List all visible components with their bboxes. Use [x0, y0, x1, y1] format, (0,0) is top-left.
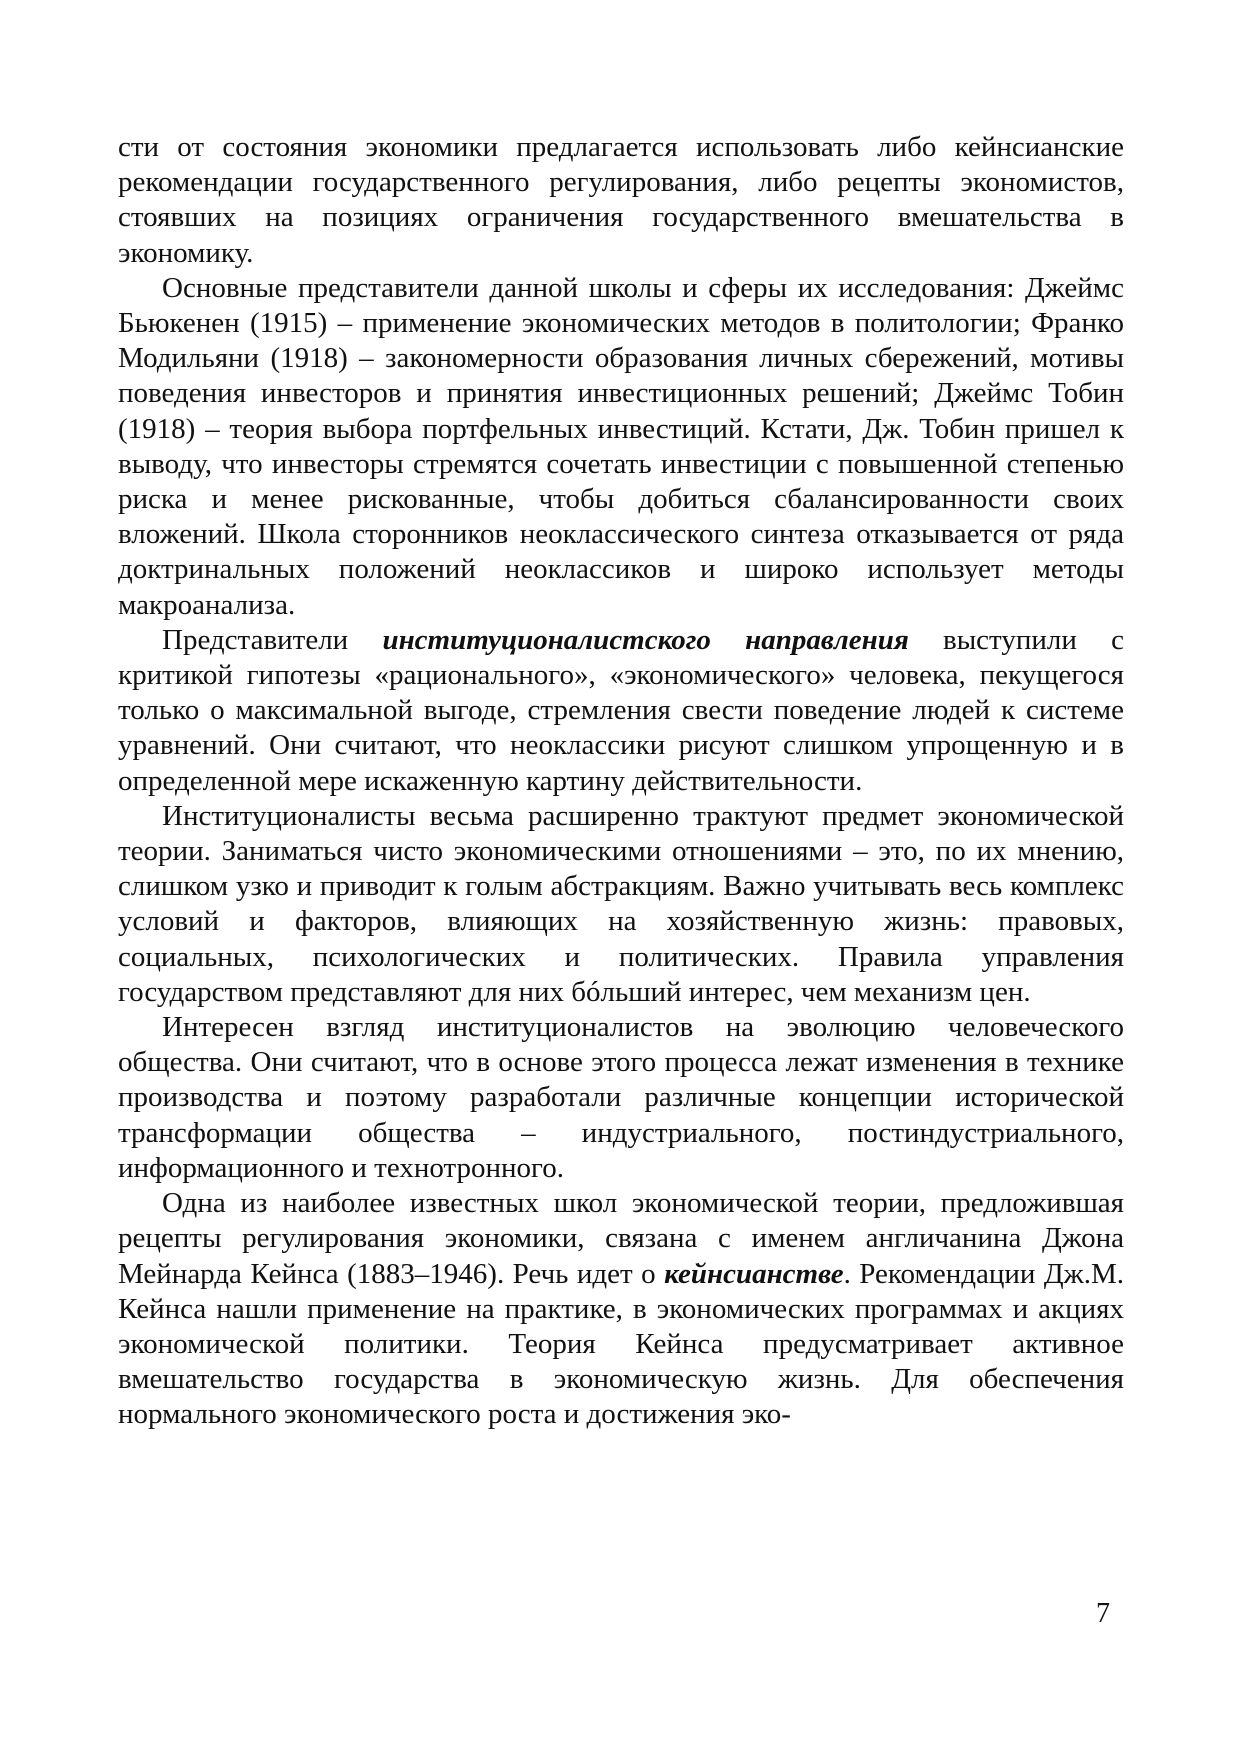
paragraph-3-rest: выступили с критикой гипотезы «рационального», «экономического» человека, пекущегося только о максимальной выгоде, стремления свести поведение людей к системе уравнений. Они считают, что неоклассики рисуют слишком упрощенную и в определенной мере искаженную картину действительности.	[118, 623, 1124, 797]
paragraph-3-lead: Представители	[162, 623, 383, 656]
paragraph-2: Основные представители данной школы и сферы их исследования: Джеймс Бьюкенен (1915) – применение экономических методов в политологии; Франко Модильяни (1918) – закономерности образования личных сбережений, мотивы поведения инвесторов и принятия инвестиционных решений; Джеймс Тобин (1918) – теория выбора портфельных инвестиций. Кстати, Дж. Тобин пришел к выводу, что инвесторы стремятся сочетать инвестиции с повышенной степенью риска и менее рискованные, чтобы добиться сбалансированности своих вложений. Школа сторонников неоклассического синтеза отказывается от ряда доктринальных положений неоклассиков и широко использует методы макроанализа.	[118, 271, 1124, 621]
page-number: 7	[1096, 1598, 1110, 1629]
paragraph-6-rest: . Рекомендации Дж.М. Кейнса нашли применение на практике, в экономических программах и акциях экономической политики. Теория Кейнса предусматривает активное вмешательство государства в экономическую жизнь. Для обеспечения нормального экономического роста и достижения эко-	[118, 1257, 1124, 1431]
paragraph-5: Интересен взгляд институционалистов на эволюцию человеческого общества. Они считают, что в основе этого процесса лежат изменения в технике производства и поэтому разработали различные концепции исторической трансформации общества – индустриального, постиндустриального, информационного и технотронного.	[118, 1011, 1124, 1184]
paragraph-3	[118, 623, 1124, 799]
paragraph-1: сти от состояния экономики предлагается использовать либо кейнсианские рекомендации государственного регулирования, либо рецепты экономистов, стоявших на позициях ограничения государственного вмешательства в экономику.	[118, 131, 1124, 269]
paragraph-6	[118, 1186, 1124, 1432]
emphasis-term-institutionalist: институционалистского направления	[382, 623, 909, 656]
paragraph-4: Институционалисты весьма расширенно трактуют предмет экономической теории. Заниматься чисто экономическими отношениями – это, по их мнению, слишком узко и приводит к голым абстракциям. Важно учитывать весь комплекс условий и факторов, влияющих на хозяйственную жизнь: правовых, социальных, психологических и политических. Правила управления государством представляют для них бóльший интерес, чем механизм цен.	[118, 799, 1124, 1008]
emphasis-term-keynesianism: кейнсианстве	[664, 1257, 844, 1290]
paragraph-6-lead: Одна из наиболее известных школ экономической теории, предложившая рецепты регулирования экономики, связана с именем англичанина Джона Мейнарда Кейнса (1883–1946). Речь идет о	[118, 1187, 1124, 1290]
page-body	[118, 130, 1124, 1433]
